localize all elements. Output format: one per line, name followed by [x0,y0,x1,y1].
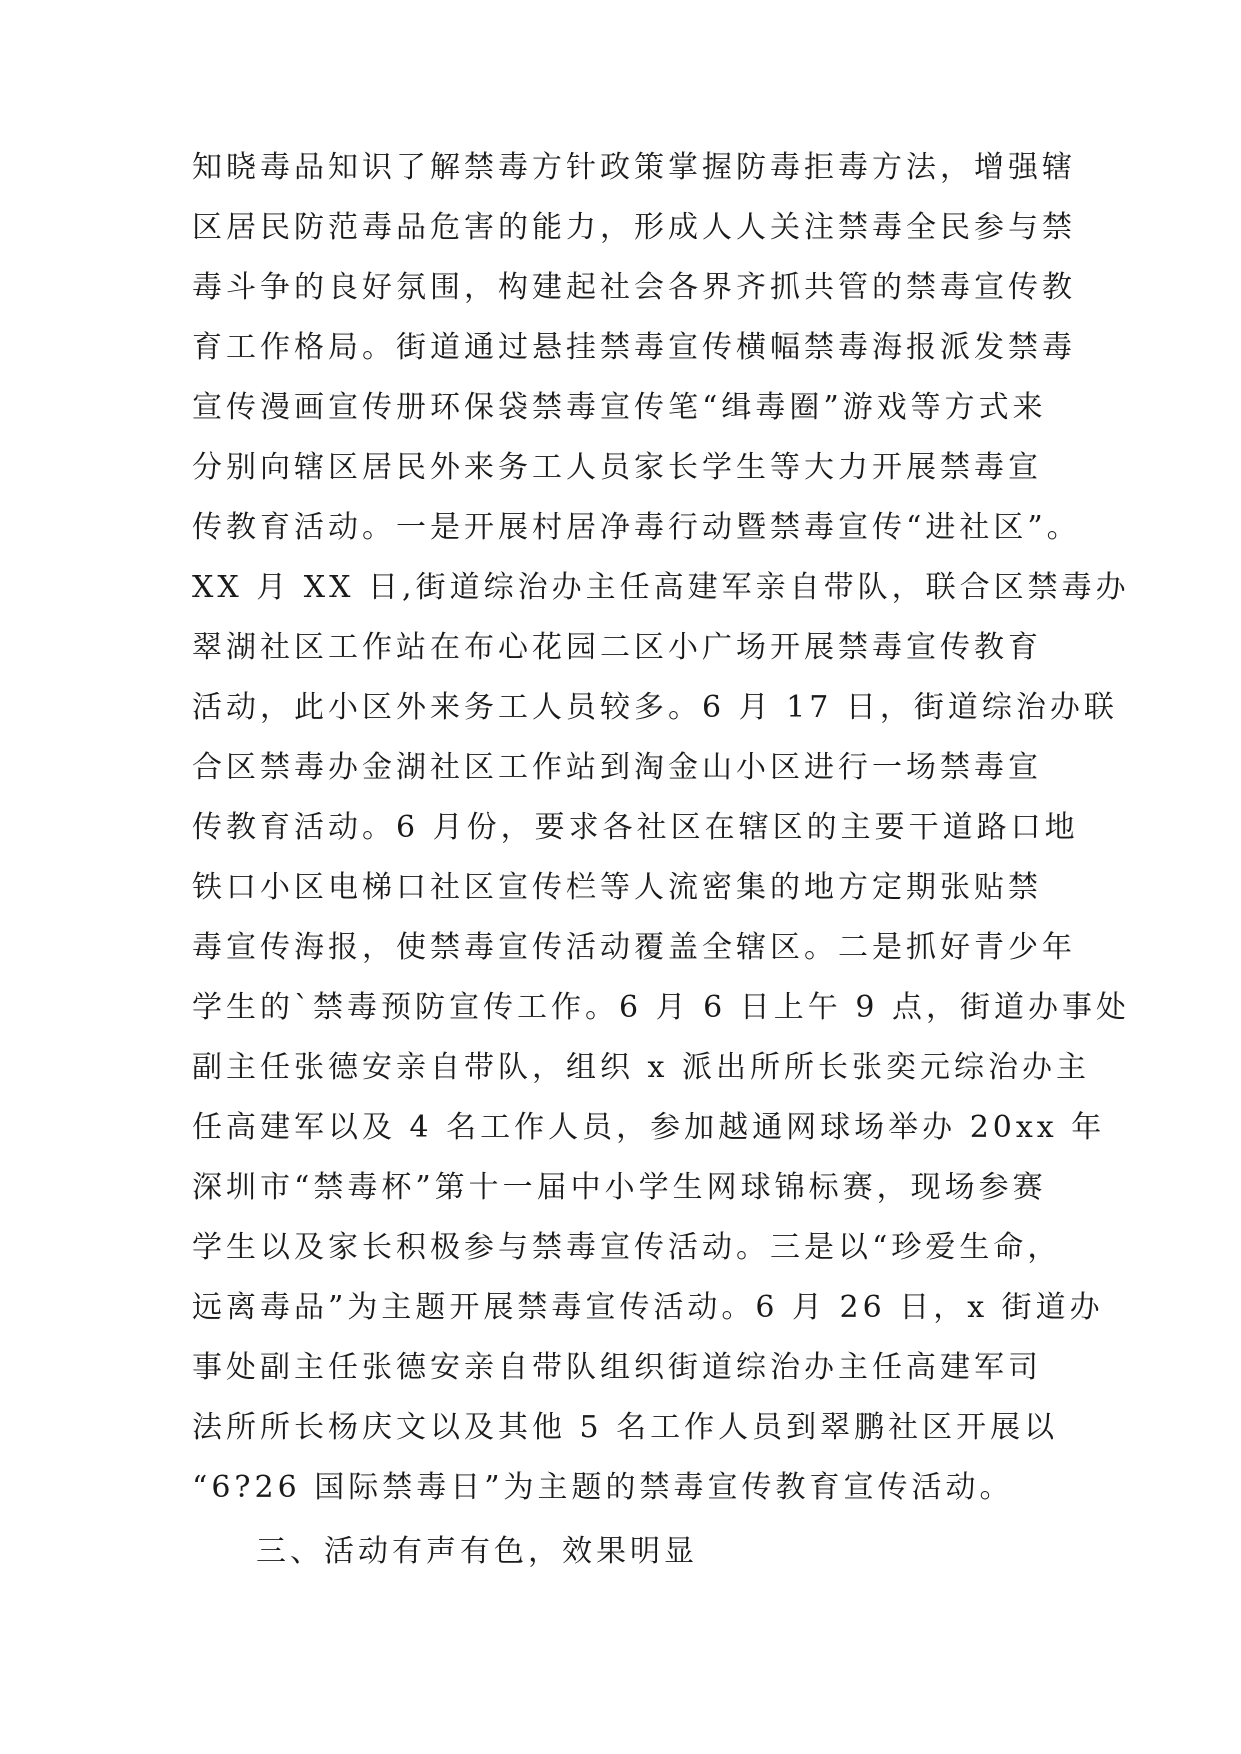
paragraph-line: 事处副主任张德安亲自带队组织街道综治办主任高建军司 [192,1350,1042,1385]
paragraph-line: 毒斗争的良好氛围，构建起社会各界齐抓共管的禁毒宣传教 [192,270,1076,305]
paragraph-line: 知晓毒品知识了解禁毒方针政策掌握防毒拒毒方法，增强辖 [192,150,1076,185]
section-heading: 三、活动有声有色，效果明显 [256,1534,698,1569]
paragraph-line: 宣传漫画宣传册环保袋禁毒宣传笔“缉毒圈”游戏等方式来 [192,390,1047,425]
paragraph-line: 分别向辖区居民外来务工人员家长学生等大力开展禁毒宣 [192,450,1042,485]
paragraph-line: “6?26 国际禁毒日”为主题的禁毒宣传教育宣传活动。 [192,1470,1014,1505]
paragraph-line: 副主任张德安亲自带队，组织 x 派出所所长张奕元综治办主 [192,1050,1090,1085]
paragraph-line: 学生的`禁毒预防宣传工作。6 月 6 日上午 9 点，街道办事处 [192,990,1130,1025]
paragraph-line: 合区禁毒办金湖社区工作站到淘金山小区进行一场禁毒宣 [192,750,1042,785]
paragraph-line: 传教育活动。一是开展村居净毒行动暨禁毒宣传“进社区”。 [192,510,1081,545]
paragraph-line: 法所所长杨庆文以及其他 5 名工作人员到翠鹏社区开展以 [192,1410,1059,1445]
paragraph-line: 深圳市“禁毒杯”第十一届中小学生网球锦标赛，现场参赛 [192,1170,1047,1205]
paragraph-line: 学生以及家长积极参与禁毒宣传活动。三是以“珍爱生命， [192,1230,1062,1265]
paragraph-line: 区居民防范毒品危害的能力，形成人人关注禁毒全民参与禁 [192,210,1076,245]
paragraph-line: XX 月 XX 日,街道综治办主任高建军亲自带队，联合区禁毒办 [192,570,1130,605]
paragraph-line: 活动，此小区外来务工人员较多。6 月 17 日，街道综治办联 [192,690,1118,725]
paragraph-line: 铁口小区电梯口社区宣传栏等人流密集的地方定期张贴禁 [192,870,1042,905]
paragraph-line: 远离毒品”为主题开展禁毒宣传活动。6 月 26 日，x 街道办 [192,1290,1104,1325]
paragraph-line: 任高建军以及 4 名工作人员，参加越通网球场举办 20xx 年 [192,1110,1106,1145]
paragraph-line: 传教育活动。6 月份，要求各社区在辖区的主要干道路口地 [192,810,1079,845]
paragraph-line: 毒宣传海报，使禁毒宣传活动覆盖全辖区。二是抓好青少年 [192,930,1076,965]
paragraph-line: 翠湖社区工作站在布心花园二区小广场开展禁毒宣传教育 [192,630,1042,665]
paragraph-line: 育工作格局。街道通过悬挂禁毒宣传横幅禁毒海报派发禁毒 [192,330,1076,365]
